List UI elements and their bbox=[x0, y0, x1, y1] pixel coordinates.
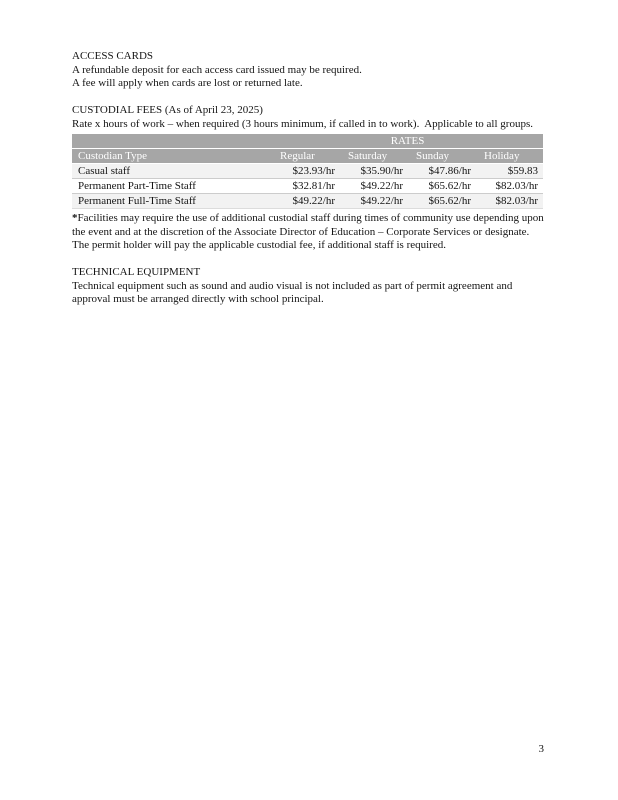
rates-spacer-cell bbox=[72, 134, 272, 149]
access-cards-line-2: A fee will apply when cards are lost or returned late. bbox=[72, 77, 303, 89]
rates-group-header-row bbox=[72, 134, 543, 149]
custodial-fees-heading: CUSTODIAL FEES (As of April 23, 2025) bbox=[72, 104, 263, 116]
cell-custodian-type: Permanent Full-Time Staff bbox=[72, 194, 272, 209]
cell-holiday-rate: $59.83 bbox=[476, 164, 543, 179]
cell-custodian-type: Permanent Part-Time Staff bbox=[72, 179, 272, 194]
technical-equipment-body: Technical equipment such as sound and audio visual is not included as part of permit agreement and approval must be arranged directly with school principal. bbox=[72, 279, 516, 305]
custodial-fees-footnote bbox=[72, 212, 548, 253]
section-custodial-fees bbox=[72, 104, 548, 253]
footnote-text: Facilities may require the use of additional custodial staff during times of community use depending upon the event and at the discretion of the Associate Director of Education – Corporate Services or designate. The permit holder will pay the applicable custodial fee, if additional staff is required. bbox=[72, 212, 547, 251]
rates-group-label: RATES bbox=[272, 134, 543, 149]
table-row-casual-staff bbox=[72, 164, 543, 179]
cell-holiday-rate: $82.03/hr bbox=[476, 194, 543, 209]
cell-regular-rate: $23.93/hr bbox=[272, 164, 340, 179]
access-cards-heading: ACCESS CARDS bbox=[72, 50, 154, 62]
cell-sunday-rate: $65.62/hr bbox=[408, 179, 476, 194]
cell-regular-rate: $49.22/hr bbox=[272, 194, 340, 209]
cell-sunday-rate: $47.86/hr bbox=[408, 164, 476, 179]
cell-saturday-rate: $49.22/hr bbox=[340, 179, 408, 194]
cell-custodian-type: Casual staff bbox=[72, 164, 272, 179]
column-header-holiday: Holiday bbox=[476, 149, 543, 164]
access-cards-line-1: A refundable deposit for each access card issued may be required. bbox=[72, 63, 362, 76]
section-technical-equipment bbox=[72, 266, 548, 307]
cell-saturday-rate: $49.22/hr bbox=[340, 194, 408, 209]
technical-equipment-heading: TECHNICAL EQUIPMENT bbox=[72, 266, 201, 278]
column-header-saturday: Saturday bbox=[340, 149, 408, 164]
cell-sunday-rate: $65.62/hr bbox=[408, 194, 476, 209]
page-number: 3 bbox=[538, 743, 544, 755]
column-header-regular: Regular bbox=[272, 149, 340, 164]
table-row-permanent-full-time bbox=[72, 194, 543, 209]
rates-column-header-row bbox=[72, 149, 543, 164]
footnote-asterisk: * bbox=[72, 212, 78, 224]
table-row-permanent-part-time bbox=[72, 179, 543, 194]
cell-holiday-rate: $82.03/hr bbox=[476, 179, 543, 194]
custodial-fees-intro: Rate x hours of work – when required (3 hours minimum, if called in to work). Applicable to all groups. bbox=[72, 117, 533, 130]
column-header-custodian-type: Custodian Type bbox=[72, 149, 272, 164]
cell-saturday-rate: $35.90/hr bbox=[340, 164, 408, 179]
cell-regular-rate: $32.81/hr bbox=[272, 179, 340, 194]
column-header-sunday: Sunday bbox=[408, 149, 476, 164]
section-access-cards bbox=[72, 50, 548, 91]
page-content bbox=[72, 50, 548, 307]
custodial-rates-table bbox=[72, 134, 543, 209]
